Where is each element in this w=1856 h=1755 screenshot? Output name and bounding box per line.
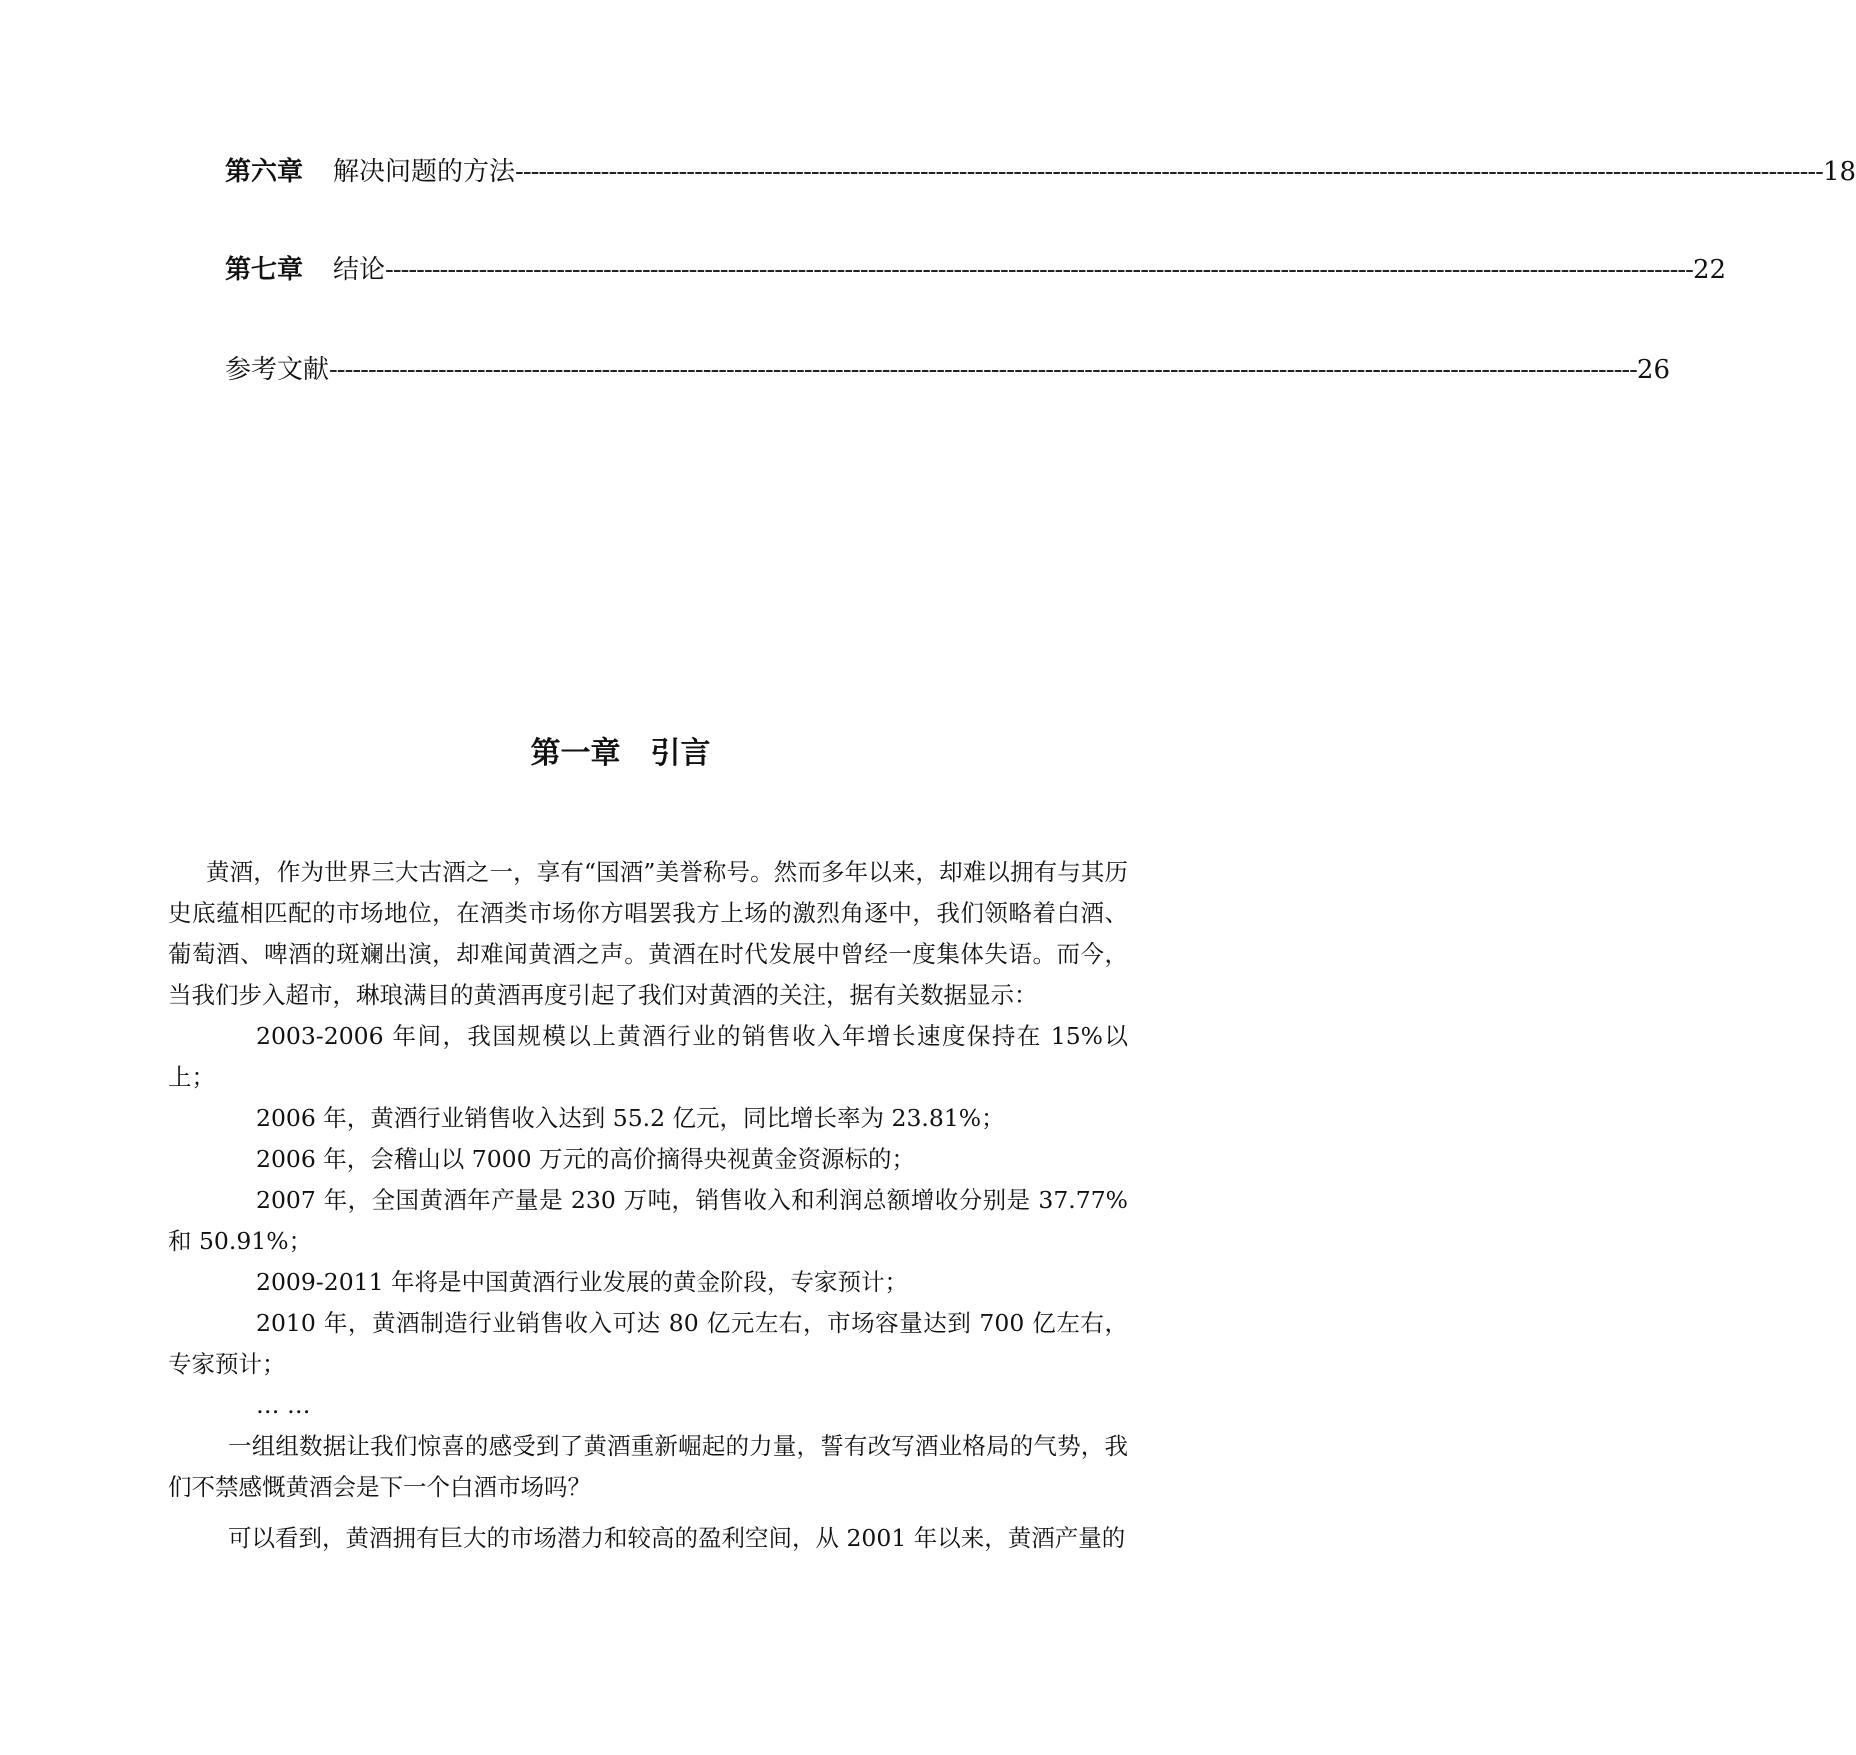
toc-entry-chapter-7[interactable] xyxy=(225,250,1727,290)
chapter-body xyxy=(168,852,1128,1559)
analysis-paragraph: 可以看到，黄酒拥有巨大的市场潜力和较高的盈利空间，从 2001 年以来，黄酒产量的 xyxy=(228,1524,1126,1552)
toc-chapter-title: 参考文献 xyxy=(225,355,330,385)
toc-chapter-title: 解决问题的方法 xyxy=(333,157,516,187)
statistic-item: 2007 年，全国黄酒年产量是 230 万吨，销售收入和利润总额增收分别是 37.77%和 50.91%； xyxy=(168,1186,1128,1255)
toc-entry-references[interactable] xyxy=(225,350,1671,390)
toc-page-number: 18 xyxy=(1822,157,1856,187)
statistic-item: 2003-2006 年间，我国规模以上黄酒行业的销售收入年增长速度保持在 15%以上； xyxy=(168,1022,1128,1091)
intro-paragraph: 黄酒，作为世界三大古酒之一，享有“国酒”美誉称号。然而多年以来，却难以拥有与其历史底蕴相匹配的市场地位，在酒类市场你方唱罢我方上场的激烈角逐中，我们领略着白酒、葡萄酒、啤酒的斑斓出演，却难闻黄酒之声。黄酒在时代发展中曾经一度集体失语。而今，当我们步入超市，琳琅满目的黄酒再度引起了我们对黄酒的关注，据有关数据显示： xyxy=(168,858,1128,1009)
toc-chapter-number: 第六章 xyxy=(225,157,304,187)
statistic-item: 2006 年，会稽山以 7000 万元的高价摘得央视黄金资源标的； xyxy=(256,1145,916,1173)
statistic-item: 2010 年，黄酒制造行业销售收入可达 80 亿元左右，市场容量达到 700 亿左右，专家预计； xyxy=(168,1309,1128,1378)
statistic-item: 2006 年，黄酒行业销售收入达到 55.2 亿元，同比增长率为 23.81%； xyxy=(256,1104,1005,1132)
summary-paragraph: 一组组数据让我们惊喜的感受到了黄酒重新崛起的力量，誓有改写酒业格局的气势，我们不禁感慨黄酒会是下一个白酒市场吗？ xyxy=(168,1432,1128,1501)
ellipsis: … … xyxy=(256,1391,311,1419)
toc-chapter-number: 第七章 xyxy=(225,255,304,285)
statistic-item: 2009-2011 年将是中国黄酒行业发展的黄金阶段，专家预计； xyxy=(256,1268,909,1296)
toc-entry-chapter-6[interactable] xyxy=(225,152,1856,192)
toc-dot-leader: ------------------------------------------------------------------------------------------------------------------------------------------------------------------------ xyxy=(515,157,1823,187)
toc-dot-leader: ------------------------------------------------------------------------------------------------------------------------------------------------------------------------ xyxy=(385,255,1693,285)
chapter-heading: 第一章 引言 xyxy=(530,736,711,771)
toc-page-number: 26 xyxy=(1636,355,1671,385)
toc-dot-leader: ------------------------------------------------------------------------------------------------------------------------------------------------------------------------ xyxy=(329,355,1637,385)
toc-chapter-title: 结论 xyxy=(333,255,386,285)
toc-page-number: 22 xyxy=(1692,255,1727,285)
